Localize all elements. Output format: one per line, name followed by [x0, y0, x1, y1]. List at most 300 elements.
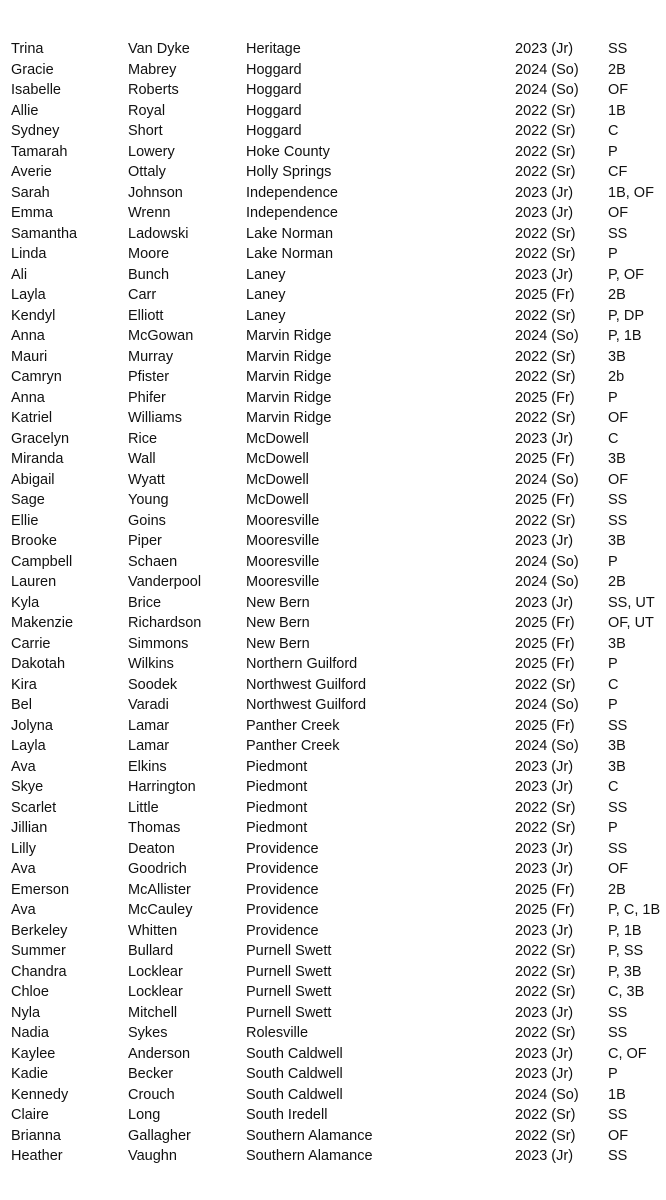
last-name: McGowan: [128, 328, 194, 344]
last-name: Wilkins: [128, 656, 174, 672]
roster-row: [0, 367, 666, 388]
roster-row: [0, 285, 666, 306]
position: P, 1B: [608, 328, 642, 344]
school: New Bern: [246, 594, 310, 611]
position: P, OF: [608, 266, 644, 283]
school: Piedmont: [246, 758, 308, 775]
school: Providence: [246, 902, 319, 918]
class-year: 2022 (Sr): [515, 369, 576, 385]
position: C: [608, 676, 619, 693]
roster-row: [0, 490, 666, 511]
last-name: Brice: [128, 594, 162, 611]
position: P: [608, 820, 618, 836]
class-year: 2023 (Jr): [515, 266, 574, 283]
roster-row: [0, 818, 666, 839]
position: SS: [608, 1004, 628, 1021]
first-name: Nadia: [11, 1025, 49, 1041]
class-year: 2023 (Jr): [515, 594, 574, 611]
position: SS, UT: [608, 594, 655, 611]
position: P: [608, 1066, 618, 1082]
last-name: Short: [128, 123, 163, 139]
last-name: Vanderpool: [128, 574, 202, 590]
roster-row: [0, 80, 666, 101]
position: SS: [608, 1107, 628, 1123]
first-name: Kendyl: [11, 307, 56, 324]
last-name: Richardson: [128, 615, 202, 631]
class-year: 2023 (Jr): [515, 840, 574, 857]
class-year: 2025 (Fr): [515, 287, 575, 303]
first-name: Sage: [11, 492, 45, 508]
first-name: Sydney: [11, 123, 60, 139]
roster-row: [0, 613, 666, 634]
roster-row: [0, 408, 666, 429]
roster-row: [0, 60, 666, 81]
first-name: Ali: [11, 266, 28, 283]
last-name: Goodrich: [128, 861, 187, 877]
school: Laney: [246, 287, 286, 303]
last-name: Murray: [128, 348, 174, 365]
roster-row: [0, 941, 666, 962]
roster-row: [0, 859, 666, 880]
position: 1B, OF: [608, 184, 654, 201]
class-year: 2024 (So): [515, 697, 579, 713]
school: Providence: [246, 881, 319, 898]
position: C, OF: [608, 1045, 647, 1062]
school: Southern Alamance: [246, 1127, 373, 1144]
roster-row: [0, 716, 666, 737]
position: SS: [608, 799, 628, 816]
last-name: Johnson: [128, 184, 183, 201]
roster-row: [0, 982, 666, 1003]
first-name: Linda: [11, 246, 47, 262]
position: 2B: [608, 881, 626, 898]
class-year: 2022 (Sr): [515, 512, 576, 529]
last-name: Roberts: [128, 82, 179, 98]
roster-row: [0, 962, 666, 983]
class-year: 2023 (Jr): [515, 1148, 574, 1164]
first-name: Katriel: [11, 410, 53, 426]
class-year: 2023 (Jr): [515, 779, 574, 795]
class-year: 2025 (Fr): [515, 492, 575, 508]
roster-row: [0, 1126, 666, 1147]
position: P, DP: [608, 307, 645, 324]
school: McDowell: [246, 492, 309, 508]
school: Providence: [246, 840, 319, 857]
class-year: 2023 (Jr): [515, 922, 574, 939]
roster-row: [0, 388, 666, 409]
last-name: Elliott: [128, 307, 164, 324]
position: SS: [608, 225, 628, 242]
class-year: 2025 (Fr): [515, 389, 575, 406]
class-year: 2022 (Sr): [515, 307, 576, 324]
class-year: 2024 (So): [515, 471, 579, 488]
school: Mooresville: [246, 574, 320, 590]
class-year: 2024 (So): [515, 738, 579, 754]
first-name: Kyla: [11, 594, 40, 611]
class-year: 2023 (Jr): [515, 533, 574, 549]
last-name: Ottaly: [128, 164, 166, 180]
first-name: Anna: [11, 328, 45, 344]
first-name: Gracelyn: [11, 430, 70, 447]
school: Independence: [246, 184, 338, 201]
position: SS: [608, 512, 628, 529]
class-year: 2025 (Fr): [515, 656, 575, 672]
first-name: Trina: [11, 41, 44, 57]
first-name: Kaylee: [11, 1045, 56, 1062]
first-name: Anna: [11, 389, 45, 406]
class-year: 2022 (Sr): [515, 143, 576, 160]
first-name: Nyla: [11, 1004, 41, 1021]
school: Rolesville: [246, 1025, 309, 1041]
position: P, SS: [608, 943, 644, 959]
last-name: Becker: [128, 1066, 174, 1082]
roster-row: [0, 1105, 666, 1126]
last-name: Rice: [128, 430, 158, 447]
school: Providence: [246, 861, 319, 877]
first-name: Camryn: [11, 369, 62, 385]
last-name: Bunch: [128, 266, 170, 283]
roster-row: [0, 695, 666, 716]
first-name: Skye: [11, 779, 44, 795]
last-name: Ladowski: [128, 225, 189, 242]
last-name: Wrenn: [128, 205, 171, 221]
roster-row: [0, 1044, 666, 1065]
last-name: Little: [128, 799, 159, 816]
last-name: Varadi: [128, 697, 169, 713]
school: Marvin Ridge: [246, 348, 332, 365]
roster-row: [0, 552, 666, 573]
first-name: Berkeley: [11, 922, 68, 939]
class-year: 2022 (Sr): [515, 348, 576, 365]
roster-row: [0, 1085, 666, 1106]
first-name: Dakotah: [11, 656, 66, 672]
school: Lake Norman: [246, 246, 334, 262]
player-roster: [0, 39, 666, 1167]
last-name: Williams: [128, 410, 182, 426]
last-name: Sykes: [128, 1025, 168, 1041]
school: Marvin Ridge: [246, 369, 332, 385]
position: 2B: [608, 287, 626, 303]
last-name: Locklear: [128, 984, 183, 1000]
class-year: 2022 (Sr): [515, 410, 576, 426]
last-name: Bullard: [128, 943, 174, 959]
roster-row: [0, 736, 666, 757]
class-year: 2022 (Sr): [515, 820, 576, 836]
roster-row: [0, 306, 666, 327]
class-year: 2023 (Jr): [515, 1045, 574, 1062]
position: P, C, 1B: [608, 902, 661, 918]
first-name: Campbell: [11, 553, 73, 570]
position: CF: [608, 164, 628, 180]
last-name: Wyatt: [128, 471, 165, 488]
school: Hoggard: [246, 123, 302, 139]
first-name: Samantha: [11, 225, 78, 242]
first-name: Emerson: [11, 881, 70, 898]
school: Northwest Guilford: [246, 697, 367, 713]
roster-row: [0, 39, 666, 60]
last-name: Phifer: [128, 389, 166, 406]
first-name: Brianna: [11, 1127, 61, 1144]
school: Hoggard: [246, 102, 302, 119]
first-name: Chandra: [11, 963, 67, 980]
last-name: Long: [128, 1107, 161, 1123]
first-name: Ellie: [11, 512, 39, 529]
position: 2b: [608, 369, 625, 385]
roster-row: [0, 162, 666, 183]
last-name: Wall: [128, 451, 156, 467]
first-name: Summer: [11, 943, 66, 959]
position: OF: [608, 82, 629, 98]
first-name: Claire: [11, 1107, 49, 1123]
last-name: Pfister: [128, 369, 170, 385]
class-year: 2024 (So): [515, 1086, 579, 1103]
school: New Bern: [246, 635, 310, 652]
position: 1B: [608, 1086, 626, 1103]
first-name: Abigail: [11, 471, 55, 488]
roster-row: [0, 101, 666, 122]
roster-row: [0, 839, 666, 860]
school: South Caldwell: [246, 1045, 343, 1062]
class-year: 2022 (Sr): [515, 943, 576, 959]
school: South Iredell: [246, 1107, 328, 1123]
class-year: 2023 (Jr): [515, 861, 574, 877]
school: Northern Guilford: [246, 656, 358, 672]
position: SS: [608, 1025, 628, 1041]
position: C: [608, 779, 619, 795]
last-name: Carr: [128, 287, 157, 303]
class-year: 2023 (Jr): [515, 1066, 574, 1082]
roster-row: [0, 654, 666, 675]
class-year: 2022 (Sr): [515, 1025, 576, 1041]
class-year: 2022 (Sr): [515, 102, 576, 119]
school: New Bern: [246, 615, 310, 631]
school: Mooresville: [246, 553, 320, 570]
first-name: Ava: [11, 902, 36, 918]
roster-row: [0, 531, 666, 552]
last-name: Harrington: [128, 779, 196, 795]
roster-row: [0, 1146, 666, 1167]
first-name: Miranda: [11, 451, 64, 467]
school: Hoke County: [246, 143, 330, 160]
last-name: Moore: [128, 246, 170, 262]
first-name: Layla: [11, 287, 46, 303]
class-year: 2023 (Jr): [515, 1004, 574, 1021]
roster-row: [0, 1023, 666, 1044]
position: 3B: [608, 348, 626, 365]
last-name: Schaen: [128, 553, 178, 570]
class-year: 2024 (So): [515, 553, 579, 570]
last-name: Whitten: [128, 922, 178, 939]
class-year: 2022 (Sr): [515, 963, 576, 980]
first-name: Mauri: [11, 348, 48, 365]
school: Hoggard: [246, 61, 302, 78]
class-year: 2022 (Sr): [515, 1107, 576, 1123]
position: P: [608, 389, 618, 406]
class-year: 2025 (Fr): [515, 902, 575, 918]
school: Laney: [246, 307, 286, 324]
roster-row: [0, 572, 666, 593]
school: Northwest Guilford: [246, 676, 367, 693]
roster-row: [0, 142, 666, 163]
class-year: 2024 (So): [515, 328, 579, 344]
roster-row: [0, 203, 666, 224]
roster-row: [0, 183, 666, 204]
first-name: Isabelle: [11, 82, 61, 98]
last-name: Anderson: [128, 1045, 191, 1062]
position: C, 3B: [608, 984, 645, 1000]
roster-row: [0, 326, 666, 347]
school: Piedmont: [246, 799, 308, 816]
class-year: 2024 (So): [515, 82, 579, 98]
first-name: Sarah: [11, 184, 50, 201]
first-name: Lauren: [11, 574, 57, 590]
first-name: Emma: [11, 205, 53, 221]
position: 3B: [608, 635, 626, 652]
position: OF: [608, 205, 629, 221]
roster-row: [0, 449, 666, 470]
school: South Caldwell: [246, 1086, 343, 1103]
school: Marvin Ridge: [246, 389, 332, 406]
class-year: 2022 (Sr): [515, 1127, 576, 1144]
position: P: [608, 143, 618, 160]
position: P: [608, 553, 618, 570]
school: McDowell: [246, 430, 309, 447]
school: Independence: [246, 205, 338, 221]
school: Piedmont: [246, 779, 308, 795]
position: OF: [608, 1127, 629, 1144]
first-name: Kadie: [11, 1066, 49, 1082]
position: SS: [608, 41, 628, 57]
class-year: 2023 (Jr): [515, 184, 574, 201]
roster-row: [0, 1064, 666, 1085]
last-name: Van Dyke: [128, 41, 190, 57]
school: Lake Norman: [246, 225, 334, 242]
school: Laney: [246, 266, 286, 283]
class-year: 2024 (So): [515, 574, 579, 590]
school: Providence: [246, 922, 319, 939]
last-name: McAllister: [128, 881, 191, 898]
class-year: 2025 (Fr): [515, 451, 575, 467]
position: P, 3B: [608, 963, 642, 980]
last-name: Royal: [128, 102, 166, 119]
roster-row: [0, 1003, 666, 1024]
school: Southern Alamance: [246, 1148, 373, 1164]
class-year: 2022 (Sr): [515, 984, 576, 1000]
first-name: Lilly: [11, 840, 36, 857]
last-name: Piper: [128, 533, 162, 549]
roster-row: [0, 347, 666, 368]
last-name: Deaton: [128, 840, 175, 857]
first-name: Tamarah: [11, 143, 68, 160]
position: P: [608, 246, 618, 262]
position: P: [608, 656, 618, 672]
first-name: Ava: [11, 758, 36, 775]
class-year: 2022 (Sr): [515, 676, 576, 693]
first-name: Carrie: [11, 635, 51, 652]
roster-row: [0, 121, 666, 142]
last-name: Gallagher: [128, 1127, 191, 1144]
first-name: Layla: [11, 738, 46, 754]
first-name: Jillian: [11, 820, 48, 836]
class-year: 2022 (Sr): [515, 164, 576, 180]
position: SS: [608, 717, 628, 734]
school: Panther Creek: [246, 738, 340, 754]
school: Holly Springs: [246, 164, 332, 180]
first-name: Kira: [11, 676, 37, 693]
position: 2B: [608, 574, 626, 590]
position: 3B: [608, 533, 626, 549]
last-name: Goins: [128, 512, 166, 529]
first-name: Scarlet: [11, 799, 57, 816]
last-name: Simmons: [128, 635, 189, 652]
school: Purnell Swett: [246, 984, 332, 1000]
roster-row: [0, 757, 666, 778]
class-year: 2025 (Fr): [515, 635, 575, 652]
first-name: Jolyna: [11, 717, 53, 734]
roster-row: [0, 593, 666, 614]
class-year: 2025 (Fr): [515, 615, 575, 631]
school: Hoggard: [246, 82, 302, 98]
last-name: Young: [128, 492, 169, 508]
first-name: Allie: [11, 102, 39, 119]
school: Marvin Ridge: [246, 410, 332, 426]
class-year: 2025 (Fr): [515, 717, 575, 734]
roster-row: [0, 798, 666, 819]
first-name: Bel: [11, 697, 32, 713]
roster-row: [0, 224, 666, 245]
last-name: Lamar: [128, 717, 170, 734]
school: Purnell Swett: [246, 1004, 332, 1021]
first-name: Chloe: [11, 984, 49, 1000]
roster-row: [0, 429, 666, 450]
position: 3B: [608, 738, 626, 754]
position: SS: [608, 840, 628, 857]
position: 1B: [608, 102, 626, 119]
first-name: Ava: [11, 861, 36, 877]
school: Mooresville: [246, 512, 320, 529]
school: Purnell Swett: [246, 943, 332, 959]
position: C: [608, 123, 619, 139]
class-year: 2022 (Sr): [515, 246, 576, 262]
roster-row: [0, 470, 666, 491]
class-year: 2022 (Sr): [515, 799, 576, 816]
class-year: 2023 (Jr): [515, 758, 574, 775]
roster-row: [0, 777, 666, 798]
roster-row: [0, 265, 666, 286]
school: South Caldwell: [246, 1066, 343, 1082]
position: 2B: [608, 61, 626, 78]
position: OF: [608, 471, 629, 488]
first-name: Gracie: [11, 61, 54, 78]
class-year: 2022 (Sr): [515, 123, 576, 139]
school: Heritage: [246, 41, 301, 57]
last-name: McCauley: [128, 902, 193, 918]
roster-row: [0, 921, 666, 942]
last-name: Soodek: [128, 676, 178, 693]
position: 3B: [608, 451, 626, 467]
position: SS: [608, 492, 628, 508]
school: Marvin Ridge: [246, 328, 332, 344]
first-name: Kennedy: [11, 1086, 69, 1103]
school: McDowell: [246, 471, 309, 488]
position: OF, UT: [608, 615, 654, 631]
school: Purnell Swett: [246, 963, 332, 980]
school: McDowell: [246, 451, 309, 467]
first-name: Makenzie: [11, 615, 74, 631]
class-year: 2022 (Sr): [515, 225, 576, 242]
last-name: Thomas: [128, 820, 181, 836]
position: P: [608, 697, 618, 713]
